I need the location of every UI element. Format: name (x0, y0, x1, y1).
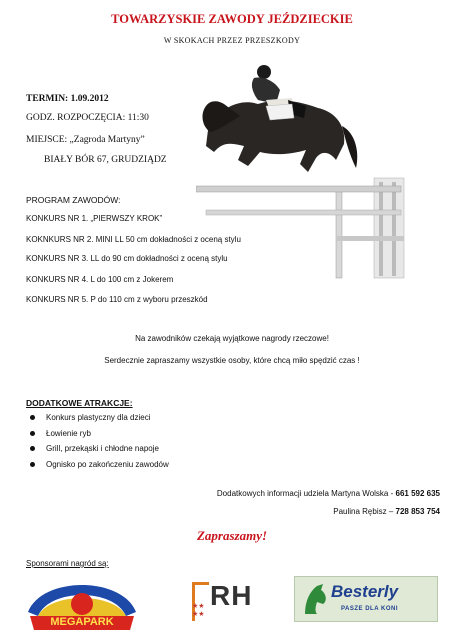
page-title: TOWARZYSKIE ZAWODY JEŹDZIECKIE (111, 12, 353, 26)
start-time: GODZ. ROZPOCZĘCIA: 11:30 (26, 113, 149, 123)
phone-number: 728 853 754 (395, 507, 440, 516)
address: BIAŁY BÓR 67, GRUDZIĄDZ (44, 155, 167, 165)
sponsors-heading: Sponsorami nagród są: (26, 559, 109, 568)
event-date: TERMIN: 1.09.2012 (26, 94, 109, 104)
program-item: KONKURS NR 3. LL do 90 cm dokładności z oceną stylu (26, 254, 228, 263)
program-item: KONKURS NR 1. „PIERWSZY KROK” (26, 214, 163, 223)
closing-invitation: Zapraszamy! (196, 528, 268, 543)
extras-list (30, 410, 169, 472)
rh-logo: ★★ ★★ RH (188, 574, 258, 630)
page-subtitle: W SKOKACH PRZEZ PRZESZKODY (163, 36, 301, 45)
stars-icon: ★★ ★★ (192, 602, 205, 618)
list-item: Ognisko po zakończeniu zawodów (30, 457, 169, 473)
bullet-icon (30, 431, 35, 436)
program-item: KONKURS NR 4. L do 100 cm z Jokerem (26, 275, 174, 284)
contact-martyna: Dodatkowych informacji udziela Martyna Wolska - 661 592 635 (216, 489, 440, 498)
list-item: Grill, przekąski i chłodne napoje (30, 441, 169, 457)
horse-head-icon (299, 582, 329, 616)
besterly-logo: Besterly PASZE DLA KONI (294, 576, 438, 622)
invite-message: Serdecznie zapraszamy wszystkie osoby, które chcą miło spędzić czas ! (104, 356, 360, 365)
bullet-icon (30, 415, 35, 420)
horse-jumping-photo (196, 60, 406, 285)
contact-paulina: Paulina Rębisz – 728 853 754 (333, 507, 440, 516)
bullet-icon (30, 462, 35, 467)
program-item: KONKURS NR 5. P do 110 cm z wyboru przeszkód (26, 295, 208, 304)
list-item: Łowienie ryb (30, 426, 169, 442)
prizes-message: Na zawodników czekają wyjątkowe nagrody rzeczowe! (135, 334, 329, 343)
program-heading: PROGRAM ZAWODÓW: (26, 195, 121, 205)
program-item: KOKNKURS NR 2. MINI LL 50 cm dokładności z oceną stylu (26, 235, 241, 244)
extras-heading: DODATKOWE ATRAKCJE: (26, 398, 133, 408)
megapark-logo: MEGAPARK (22, 572, 142, 634)
venue: MIEJSCE: „Zagroda Martyny” (26, 135, 145, 145)
list-item: Konkurs plastyczny dla dzieci (30, 410, 169, 426)
phone-number: 661 592 635 (395, 489, 440, 498)
bullet-icon (30, 446, 35, 451)
